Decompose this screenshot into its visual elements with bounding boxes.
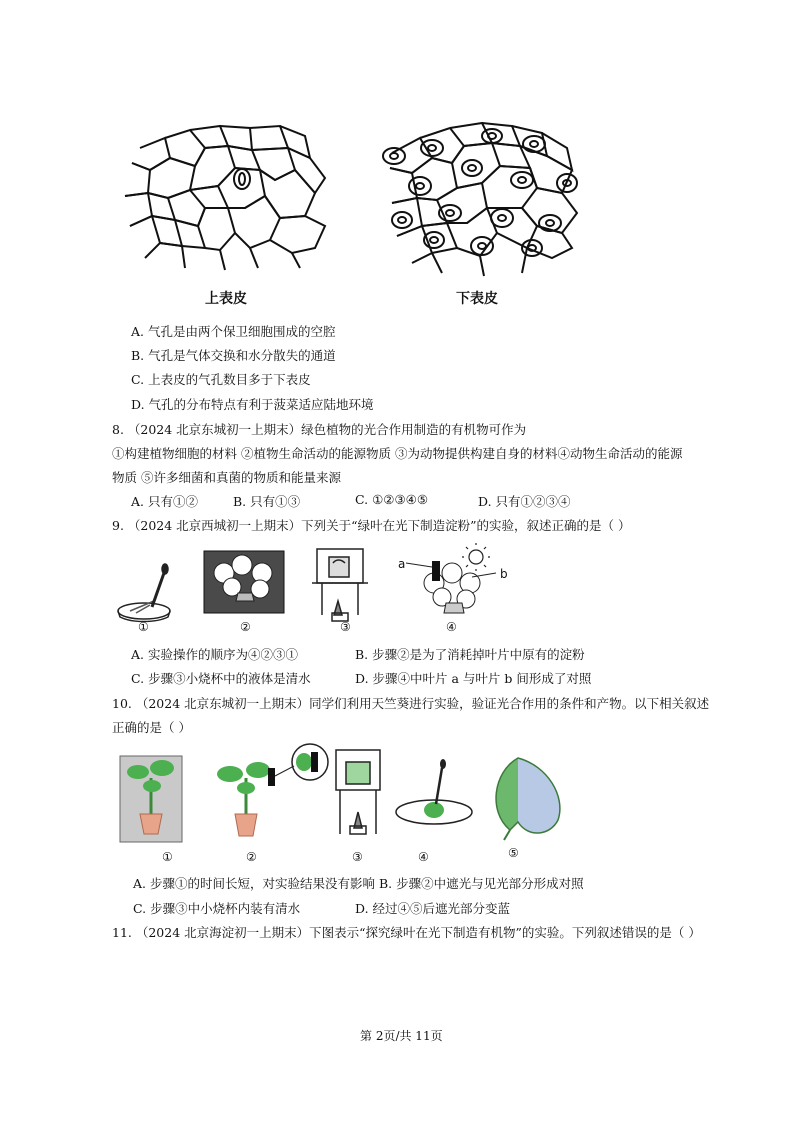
q10-step-label-1: ① [162, 850, 173, 864]
q10-step2-plant-covered [217, 744, 328, 836]
q10-step3-water-bath [336, 750, 380, 834]
q9-step-label-2: ② [240, 620, 251, 634]
q9-step-label-3: ③ [340, 620, 351, 634]
q10-stem-line2: 正确的是（ ） [112, 720, 191, 735]
lower-epidermis-drawing [383, 123, 577, 276]
q9-option-a[interactable]: A. 实验操作的顺序为④②③① [131, 647, 298, 662]
q9-figure [112, 543, 532, 638]
q8-option-d[interactable]: D. 只有①②③④ [478, 494, 571, 509]
q9-option-c[interactable]: C. 步骤③小烧杯中的液体是清水 [131, 671, 311, 686]
q9-step4-plant-sun [406, 543, 496, 613]
epidermis-figure [110, 108, 580, 313]
q8-option-b[interactable]: B. 只有①③ [233, 494, 301, 509]
q8-option-a[interactable]: A. 只有①② [131, 494, 198, 509]
q10-step-label-4: ④ [418, 850, 429, 864]
q7-option-c[interactable]: C. 上表皮的气孔数目多于下表皮 [131, 372, 311, 387]
q10-step-label-5: ⑤ [508, 846, 519, 860]
q9-step2-plant-dark [204, 551, 284, 613]
q9-option-b[interactable]: B. 步骤②是为了消耗掉叶片中原有的淀粉 [355, 647, 585, 662]
q10-step1-plant-dark [120, 756, 182, 842]
q8-option-c[interactable]: C. ①②③④⑤ [355, 492, 429, 507]
q7-option-d[interactable]: D. 气孔的分布特点有利于菠菜适应陆地环境 [131, 397, 374, 412]
q11-stem: 11. （2024 北京海淀初一上期末）下图表示“探究绿叶在光下制造有机物”的实验。下列叙述错误的是（ ） [112, 925, 701, 940]
q10-options-line1[interactable]: A. 步骤①的时间长短，对实验结果没有影响 B. 步骤②中遮光与见光部分形成对照 [133, 876, 584, 891]
lower-epidermis-label: 下表皮 [456, 291, 498, 307]
q9-step-label-1: ① [138, 620, 149, 634]
q10-step5-stained-leaf [496, 758, 560, 840]
q8-stem: 8. （2024 北京东城初一上期末）绿色植物的光合作用制造的有机物可作为 [112, 422, 527, 437]
upper-epidermis-label: 上表皮 [205, 291, 247, 307]
q9-label-b: b [500, 567, 508, 581]
q10-step-label-3: ③ [352, 850, 363, 864]
q10-option-d[interactable]: D. 经过④⑤后遮光部分变蓝 [355, 901, 511, 916]
q8-line2: ①构建植物细胞的材料 ②植物生命活动的能源物质 ③为动物提供构建自身的材料④动物生命活动的能源 [112, 446, 683, 461]
q9-stem: 9. （2024 北京西城初一上期末）下列关于“绿叶在光下制造淀粉”的实验，叙述正确的是（ ） [112, 518, 631, 533]
q10-option-c[interactable]: C. 步骤③中小烧杯内装有清水 [133, 901, 301, 916]
q9-label-a: a [398, 557, 406, 571]
upper-epidermis-drawing [123, 116, 338, 270]
q10-step4-dish [396, 759, 472, 824]
q8-line3: 物质 ⑤许多细菌和真菌的物质和能量来源 [112, 470, 341, 485]
q7-option-a[interactable]: A. 气孔是由两个保卫细胞围成的空腔 [131, 324, 336, 339]
q9-option-d[interactable]: D. 步骤④中叶片 a 与叶片 b 间形成了对照 [355, 671, 592, 686]
q10-figure [118, 742, 578, 847]
q7-option-b[interactable]: B. 气孔是气体交换和水分散失的通道 [131, 348, 336, 363]
q10-step-label-2: ② [246, 850, 257, 864]
q9-step1-dish [118, 564, 170, 622]
q10-stem-line1: 10. （2024 北京东城初一上期末）同学们利用天竺葵进行实验，验证光合作用的条件和产物。以下相关叙述 [112, 696, 710, 711]
q9-step-label-4: ④ [446, 620, 457, 634]
q9-step3-water-bath [312, 549, 368, 621]
page-footer: 第 2页/共 11页 [360, 1029, 443, 1043]
